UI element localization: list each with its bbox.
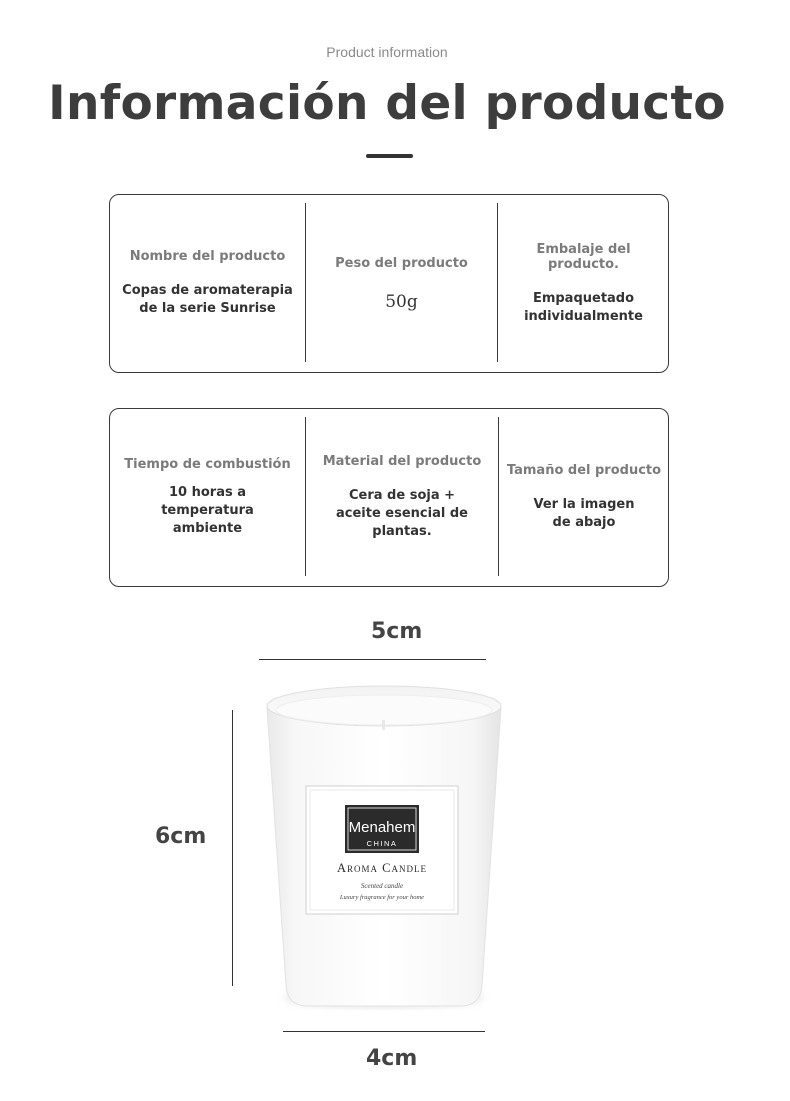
spec-table-1 bbox=[109, 194, 669, 373]
candle-illustration bbox=[262, 680, 506, 1010]
dimension-bottom-width-label: 4cm bbox=[366, 1046, 418, 1071]
dimension-height-line bbox=[232, 710, 233, 986]
spec-cell-size bbox=[499, 409, 669, 586]
candle-brand-sub-text: CHINA bbox=[366, 839, 398, 848]
candle-product-text: Aroma Candle bbox=[337, 861, 427, 875]
spec-label: Material del producto bbox=[322, 454, 482, 469]
spec-cell-material bbox=[306, 409, 498, 586]
spec-value: Copas de aromaterapia de la serie Sunrise bbox=[122, 283, 293, 316]
dimension-height-label: 6cm bbox=[155, 824, 207, 849]
candle-tagline-2: Luxury fragrance for your home bbox=[339, 894, 425, 901]
spec-cell-product-weight bbox=[306, 195, 497, 372]
spec-value: 50g bbox=[385, 292, 418, 312]
spec-label: Nombre del producto bbox=[129, 249, 286, 264]
spec-label: Tamaño del producto bbox=[506, 463, 662, 478]
spec-cell-packaging bbox=[498, 195, 669, 372]
dimension-bottom-width-line bbox=[283, 1031, 485, 1032]
spec-cell-burn-time bbox=[110, 409, 305, 586]
dimension-top-width-line bbox=[259, 659, 486, 660]
spec-value: Cera de soja + aceite esencial de plantas. bbox=[336, 488, 468, 539]
spec-label: Tiempo de combustión bbox=[124, 457, 291, 472]
title-underline bbox=[366, 154, 413, 158]
candle-image bbox=[262, 680, 506, 1010]
spec-label: Embalaje del producto. bbox=[536, 241, 631, 272]
spec-label: Peso del producto bbox=[335, 256, 468, 271]
page-title: Información del producto bbox=[48, 76, 726, 131]
section-subtitle: Product information bbox=[326, 44, 448, 60]
spec-value: Empaquetado individualmente bbox=[524, 290, 643, 324]
candle-tagline-1: Scented candle bbox=[360, 882, 404, 890]
spec-table-2 bbox=[109, 408, 669, 587]
dimension-top-width-label: 5cm bbox=[371, 619, 423, 644]
candle-brand-text: Menahem bbox=[348, 819, 416, 836]
spec-value: Ver la imagen de abajo bbox=[533, 497, 635, 530]
spec-cell-product-name bbox=[110, 195, 305, 372]
spec-value: 10 horas a temperatura ambiente bbox=[161, 485, 254, 536]
